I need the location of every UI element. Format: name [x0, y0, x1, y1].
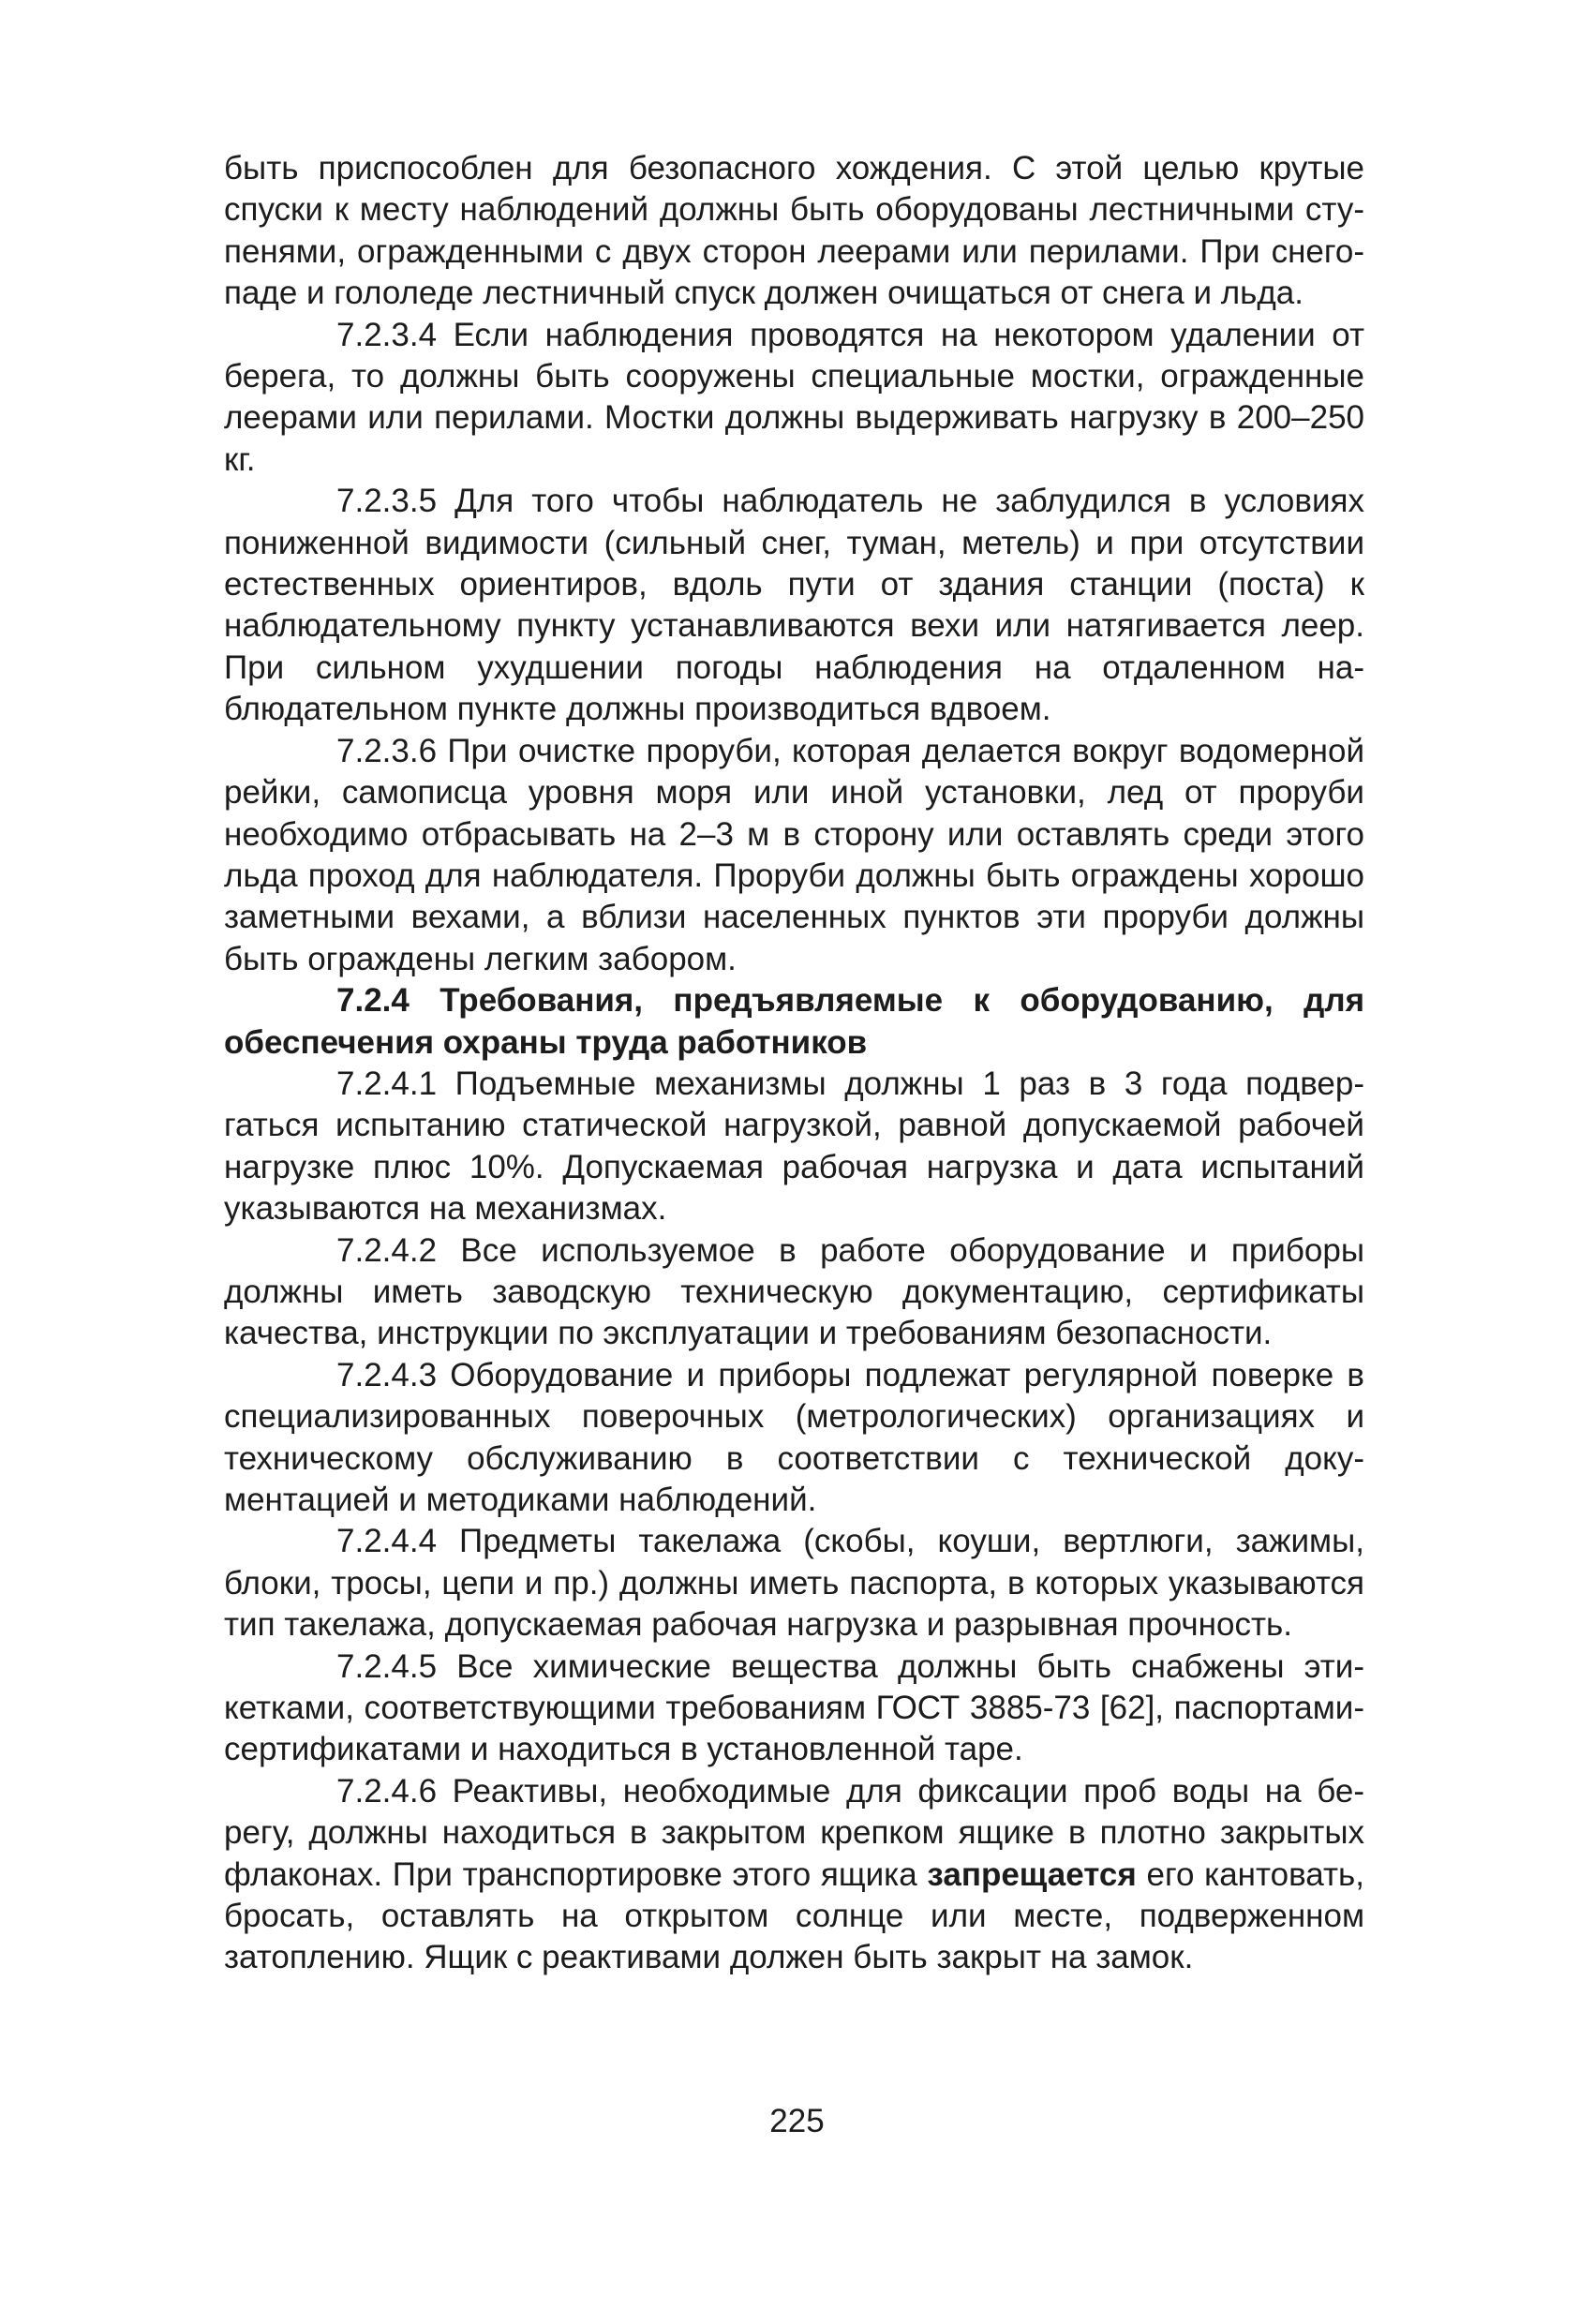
paragraph-7-2-4-6-start: 7.2.4.6 Реактивы, необходимые для фиксации проб воды на берегу, должны находиться в закрытом крепком ящике в плотно закрытых флаконах. При транспортировке этого ящика — [224, 1772, 1364, 1893]
paragraph-7-2-4-6-end: его кантовать, бросать, оставлять на открытом солнце или месте, подверженном затоплению. Ящик с реактивами должен быть закрыт на замок. — [224, 1855, 1364, 1976]
paragraph-7-2-3-6: 7.2.3.6 При очистке проруби, которая делается вокруг водомерной рейки, самописца уровня моря или иной установки, лед от проруби необходимо отбрасывать на 2–3 м в сторону или оставлять среди этого льда проход для наблюдателя. Проруби должны быть ограждены хорошо заметными вехами, а вблизи населенных пунктов эти проруби должны быть ограждены легким забором. — [224, 732, 1364, 977]
emphasis-prohibited: запрещается — [927, 1855, 1137, 1893]
paragraph-7-2-4-6 — [224, 1771, 1364, 1979]
page-body — [224, 148, 1364, 1979]
paragraph-7-2-3-5: 7.2.3.5 Для того чтобы наблюдатель не заблудился в условиях пониженной видимости (сильный снег, туман, метель) и при отсутствии естественных ориентиров, вдоль пути от здания станции (поста) к наблюдательному пункту устанавливаются вехи или натягивается леер. При сильном ухудшении погоды наблюдения на отдаленном наблюдательном пункте должны производиться вдвоем. — [224, 483, 1364, 728]
paragraph-7-2-4-2: 7.2.4.2 Все используемое в работе оборудование и приборы должны иметь заводскую техническую документацию, сертификаты качества, инструкции по эксплуатации и требованиям безопасности. — [224, 1231, 1364, 1352]
paragraph-7-2-4-1: 7.2.4.1 Подъемные механизмы должны 1 раз в 3 года подвергаться испытанию статической нагрузкой, равной допускаемой рабочей нагрузке плюс 10%. Допускаемая рабочая нагрузка и дата испытаний указываются на механизмах. — [224, 1065, 1364, 1228]
section-heading-7-2-4: 7.2.4 Требования, предъявляемые к оборудованию, для обеспечения охраны труда работников — [224, 982, 1364, 1061]
paragraph-7-2-3-4: 7.2.3.4 Если наблюдения проводятся на некотором удалении от берега, то должны быть сооружены специальные мостки, огражденные леерами или перилами. Мостки должны выдерживать нагрузку в 200–250 кг. — [224, 316, 1364, 478]
paragraph-7-2-4-5: 7.2.4.5 Все химические вещества должны быть снабжены этикетками, соответствующими требованиям ГОСТ 3885-73 [62], паспортами-сертификатами и находиться в установленной таре. — [224, 1647, 1364, 1768]
page-number: 225 — [769, 2103, 825, 2139]
paragraph-7-2-4-4: 7.2.4.4 Предметы такелажа (скобы, коуши, вертлюги, зажимы, блоки, тросы, цепи и пр.) должны иметь паспорта, в которых указываются тип такелажа, допускаемая рабочая нагрузка и разрывная прочность. — [224, 1523, 1364, 1644]
paragraph-continuation: быть приспособлен для безопасного хождения. С этой целью крутые спуски к месту наблюдений должны быть оборудованы лестничными ступенями, огражденными с двух сторон леерами или перилами. При снегопаде и гололеде лестничный спуск должен очищаться от снега и льда. — [224, 150, 1364, 312]
paragraph-7-2-4-3: 7.2.4.3 Оборудование и приборы подлежат регулярной поверке в специализированных поверочных (метрологических) организациях и техническому обслуживанию в соответствии с технической документацией и методиками наблюдений. — [224, 1356, 1364, 1518]
